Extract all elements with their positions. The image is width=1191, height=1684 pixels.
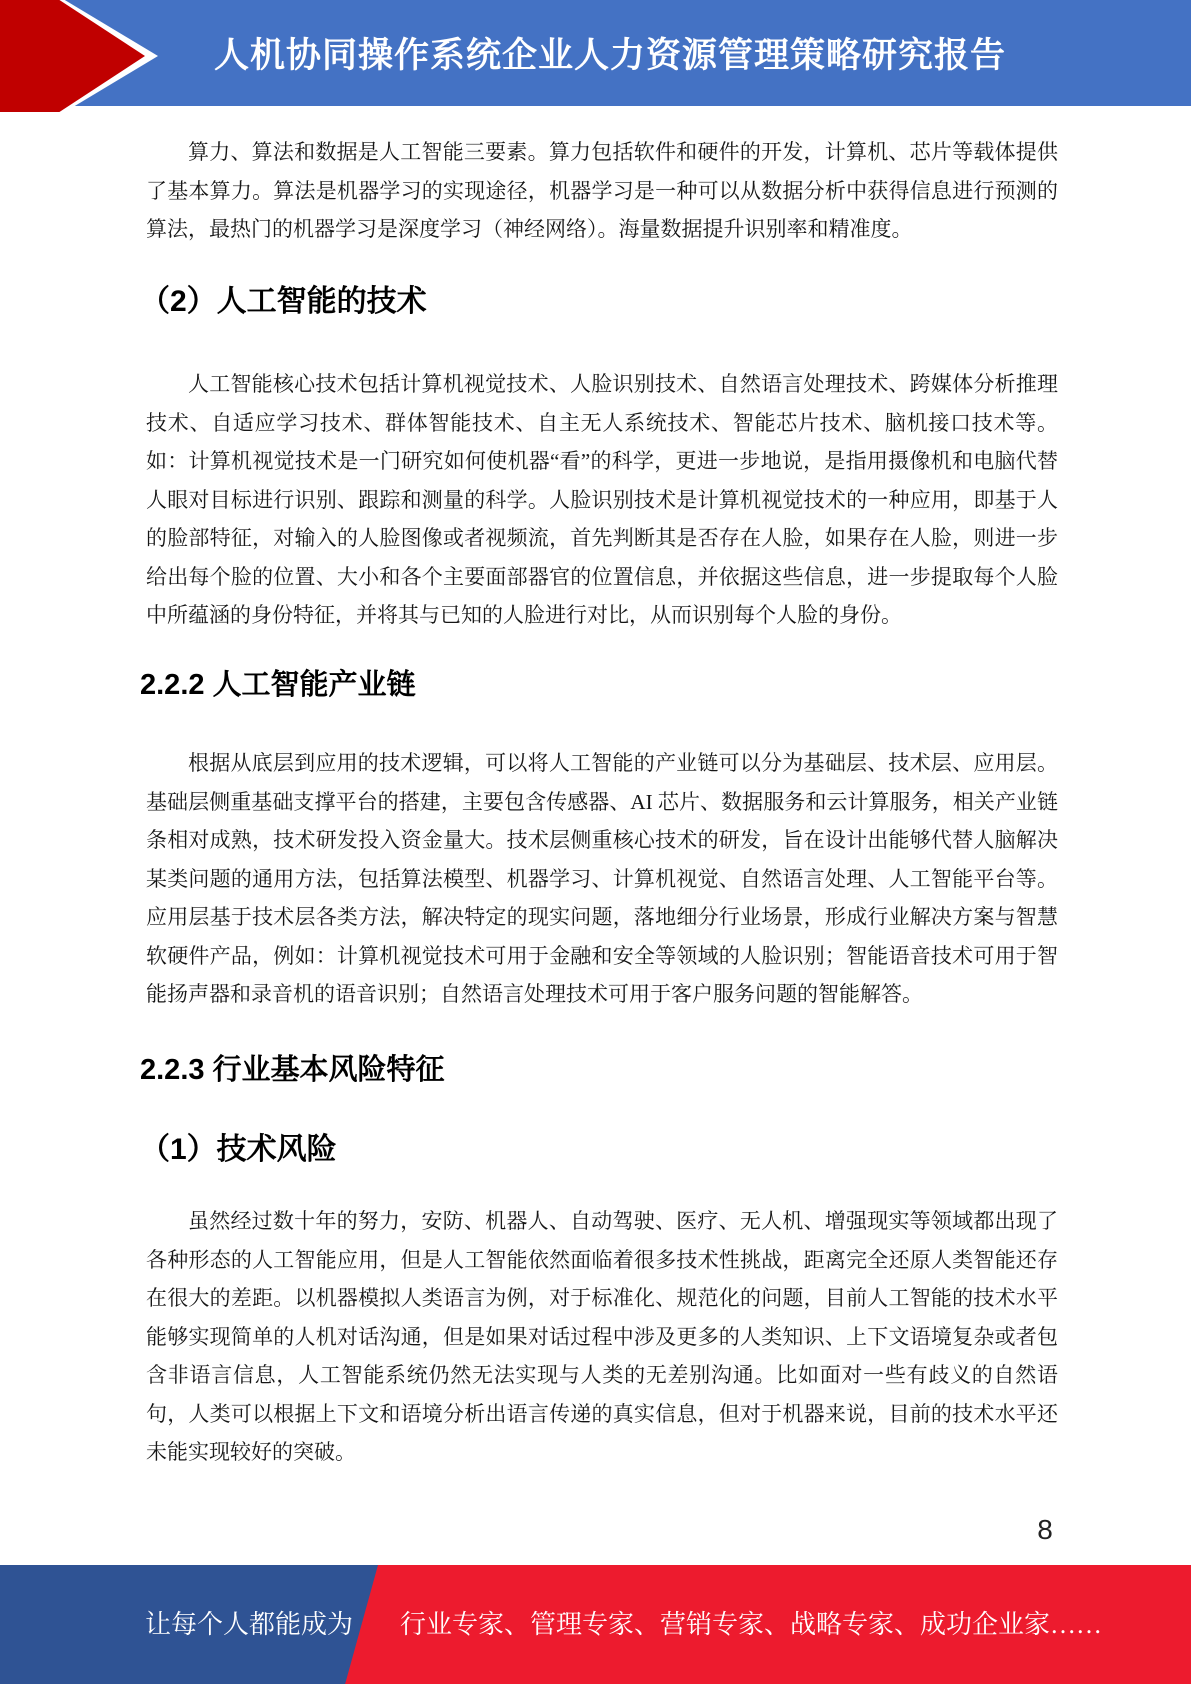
- footer-slogan-right: 行业专家、管理专家、营销专家、战略专家、成功企业家……: [400, 1610, 1103, 1639]
- chevron-right-icon: [0, 0, 158, 112]
- heading-ai-technology: （2）人工智能的技术: [140, 285, 427, 318]
- page-number: 8: [1037, 1514, 1053, 1545]
- paragraph-ai-three-elements: 算力、算法和数据是人工智能三要素。算力包括软件和硬件的开发，计算机、芯片等载体提供了基本算力。算法是机器学习的实现途径，机器学习是一种可以从数据分析中获得信息进行预测的算法，最热门的机器学习是深度学习（神经网络）。海量数据提升识别率和精准度。: [146, 140, 1058, 241]
- footer-slogan-left: 让每个人都能成为: [145, 1610, 354, 1639]
- footer-banner: [0, 1565, 1191, 1684]
- header-banner: [0, 0, 1191, 106]
- heading-industry-risk-features: 2.2.3 行业基本风险特征: [140, 1054, 445, 1086]
- report-title: 人机协同操作系统企业人力资源管理策略研究报告: [213, 36, 1006, 75]
- heading-technical-risk: （1）技术风险: [140, 1133, 337, 1166]
- chevron-fill: [0, 0, 145, 112]
- paragraph-technical-risk: 虽然经过数十年的努力，安防、机器人、自动驾驶、医疗、无人机、增强现实等领域都出现了各种形态的人工智能应用，但是人工智能依然面临着很多技术性挑战，距离完全还原人类智能还存在很大的差距。以机器模拟人类语言为例，对于标准化、规范化的问题，目前人工智能的技术水平能够实现简单的人机对话沟通，但是如果对话过程中涉及更多的人类知识、上下文语境复杂或者包含非语言信息，人工智能系统仍然无法实现与人类的无差别沟通。比如面对一些有歧义的自然语句，人类可以根据上下文和语境分析出语言传递的真实信息，但对于机器来说，目前的技术水平还未能实现较好的突破。: [146, 1209, 1058, 1464]
- paragraph-ai-core-technology: 人工智能核心技术包括计算机视觉技术、人脸识别技术、自然语言处理技术、跨媒体分析推理技术、自适应学习技术、群体智能技术、自主无人系统技术、智能芯片技术、脑机接口技术等。如：计算机视觉技术是一门研究如何使机器“看”的科学，更进一步地说，是指用摄像机和电脑代替人眼对目标进行识别、跟踪和测量的科学。人脸识别技术是计算机视觉技术的一种应用，即基于人的脸部特征，对输入的人脸图像或者视频流，首先判断其是否存在人脸，如果存在人脸，则进一步给出每个脸的位置、大小和各个主要面部器官的位置信息，并依据这些信息，进一步提取每个人脸中所蕴涵的身份特征，并将其与已知的人脸进行对比，从而识别每个人脸的身份。: [146, 372, 1058, 627]
- heading-ai-industry-chain: 2.2.2 人工智能产业链: [140, 669, 416, 701]
- paragraph-industry-chain: 根据从底层到应用的技术逻辑，可以将人工智能的产业链可以分为基础层、技术层、应用层。基础层侧重基础支撑平台的搭建，主要包含传感器、AI 芯片、数据服务和云计算服务，相关产业链条相对成熟，技术研发投入资金量大。技术层侧重核心技术的研发，旨在设计出能够代替人脑解决某类问题的通用方法，包括算法模型、机器学习、计算机视觉、自然语言处理、人工智能平台等。应用层基于技术层各类方法，解决特定的现实问题，落地细分行业场景，形成行业解决方案与智慧软硬件产品，例如：计算机视觉技术可用于金融和安全等领域的人脸识别；智能语音技术可用于智能扬声器和录音机的语音识别；自然语言处理技术可用于客户服务问题的智能解答。: [146, 751, 1058, 1006]
